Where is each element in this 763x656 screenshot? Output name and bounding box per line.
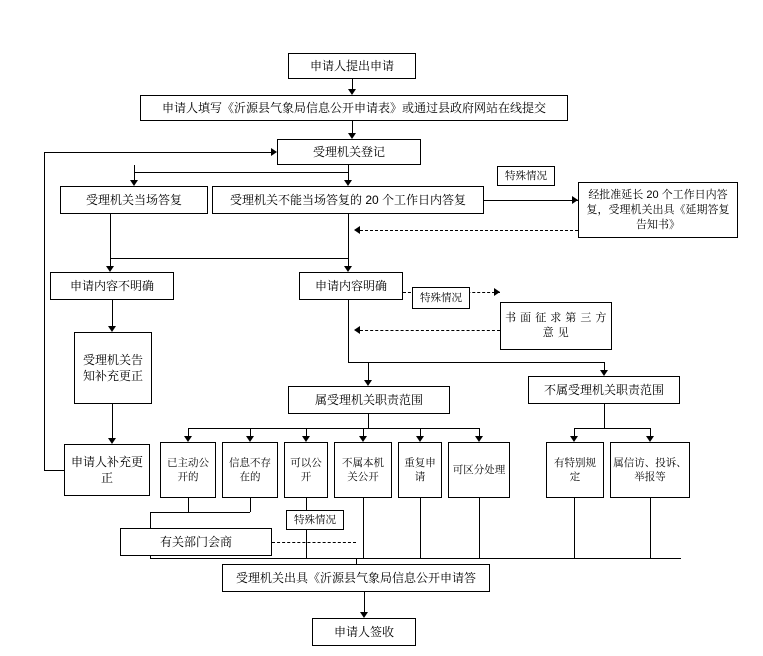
node-applicant-supplement: 申请人补充更正	[64, 444, 150, 496]
node-within-scope: 属受理机关职责范围	[288, 386, 450, 414]
connector-n5-note1	[484, 200, 578, 201]
child-n15	[250, 428, 251, 436]
connector-n12-down	[368, 414, 369, 428]
node-content-unclear: 申请内容不明确	[50, 272, 174, 300]
note-special-case-1: 特殊情况	[497, 166, 555, 186]
node-20-workdays-reply: 受理机关不能当场答复的 20 个工作日内答复	[212, 186, 484, 214]
feedback-left-top	[44, 152, 271, 153]
note-special-case-2: 特殊情况	[412, 287, 470, 309]
node-applicant-receipt: 申请人签收	[312, 618, 416, 646]
node-issue-reply: 受理机关出具《沂源县气象局信息公开申请答	[222, 564, 490, 592]
connector-n5-down	[348, 214, 349, 258]
collector-right-down	[680, 558, 681, 559]
arrowhead-n9-n8	[354, 326, 360, 334]
gather-n21	[650, 498, 651, 558]
child-n18	[420, 428, 421, 436]
node-petition-complaint: 属信访、投诉、举报等	[610, 442, 690, 498]
split-bar-scope	[348, 362, 604, 363]
connector-n3-left-down	[134, 165, 135, 172]
connector-n3-left-branch	[134, 172, 348, 173]
node-applicant-submits: 申请人提出申请	[288, 53, 416, 79]
dashed-n22-link	[272, 542, 356, 543]
arrowhead-n6-back	[354, 226, 360, 234]
node-extension-notice: 经批准延长 20 个工作日内答复，受理机关出具《延期答复告知书》	[578, 182, 738, 238]
node-third-party-opinion: 书 面 征 求 第 三 方 意 见	[500, 302, 612, 350]
connector-n1-n2	[352, 79, 353, 89]
connector-n22-down	[150, 556, 151, 558]
connector-n23-n24	[364, 592, 365, 612]
connector-n13-down	[604, 404, 605, 428]
collector-bar-bottom	[150, 558, 680, 559]
gather-n15	[250, 498, 251, 512]
feedback-left-vertical	[44, 152, 45, 470]
node-content-clear: 申请内容明确	[299, 272, 403, 300]
child-n19	[479, 428, 480, 436]
connector-n2-n3	[352, 121, 353, 133]
connector-bar-n8	[348, 258, 349, 266]
connector-n3-n5	[348, 165, 349, 180]
node-fill-form: 申请人填写《沂源县气象局信息公开申请表》或通过县政府网站在线提交	[140, 95, 568, 121]
connector-split-n12	[368, 362, 369, 380]
gather-n17	[363, 498, 364, 558]
gather-bar-left	[150, 512, 250, 513]
gather-n18	[420, 498, 421, 558]
node-repeat-application: 重复申请	[398, 442, 442, 498]
children-bar-n12	[188, 428, 480, 429]
children-bar-n13	[574, 428, 650, 429]
node-already-disclosed: 已主动公开的	[160, 442, 216, 498]
node-separable-handling: 可区分处理	[448, 442, 510, 498]
note-special-case-3: 特殊情况	[286, 510, 344, 530]
connector-n4-down	[110, 214, 111, 258]
child-n21	[650, 428, 651, 436]
node-outside-scope: 不属受理机关职责范围	[528, 376, 680, 404]
connector-n7-n10	[112, 300, 113, 326]
gather-n19	[479, 498, 480, 558]
node-onsite-reply: 受理机关当场答复	[60, 186, 208, 214]
dashed-n9-n8-back	[360, 330, 500, 331]
child-n14	[188, 428, 189, 436]
node-not-exist: 信息不存在的	[222, 442, 278, 498]
node-registration: 受理机关登记	[277, 139, 421, 165]
connector-bar-n7	[110, 258, 111, 266]
child-n20	[574, 428, 575, 436]
branch-bar-n5	[110, 258, 348, 259]
node-not-this-agency: 不属本机关公开	[334, 442, 392, 498]
gather-n20	[574, 498, 575, 558]
connector-n4-in	[134, 172, 135, 180]
connector-split-n13	[604, 362, 605, 370]
child-n16	[306, 428, 307, 436]
node-special-regulation: 有特别规定	[546, 442, 604, 498]
connector-n10-n11	[112, 404, 113, 438]
node-department-consultation: 有关部门会商	[120, 528, 272, 556]
gather-n14	[188, 498, 189, 512]
dashed-n6-back	[360, 230, 578, 231]
child-n17	[363, 428, 364, 436]
arrowhead-n8-n9	[494, 288, 500, 296]
node-can-disclose: 可以公开	[284, 442, 328, 498]
node-notify-supplement: 受理机关告知补充更正	[74, 332, 152, 404]
connector-n8-down	[348, 300, 349, 362]
connector-n11-feedback	[44, 470, 64, 471]
